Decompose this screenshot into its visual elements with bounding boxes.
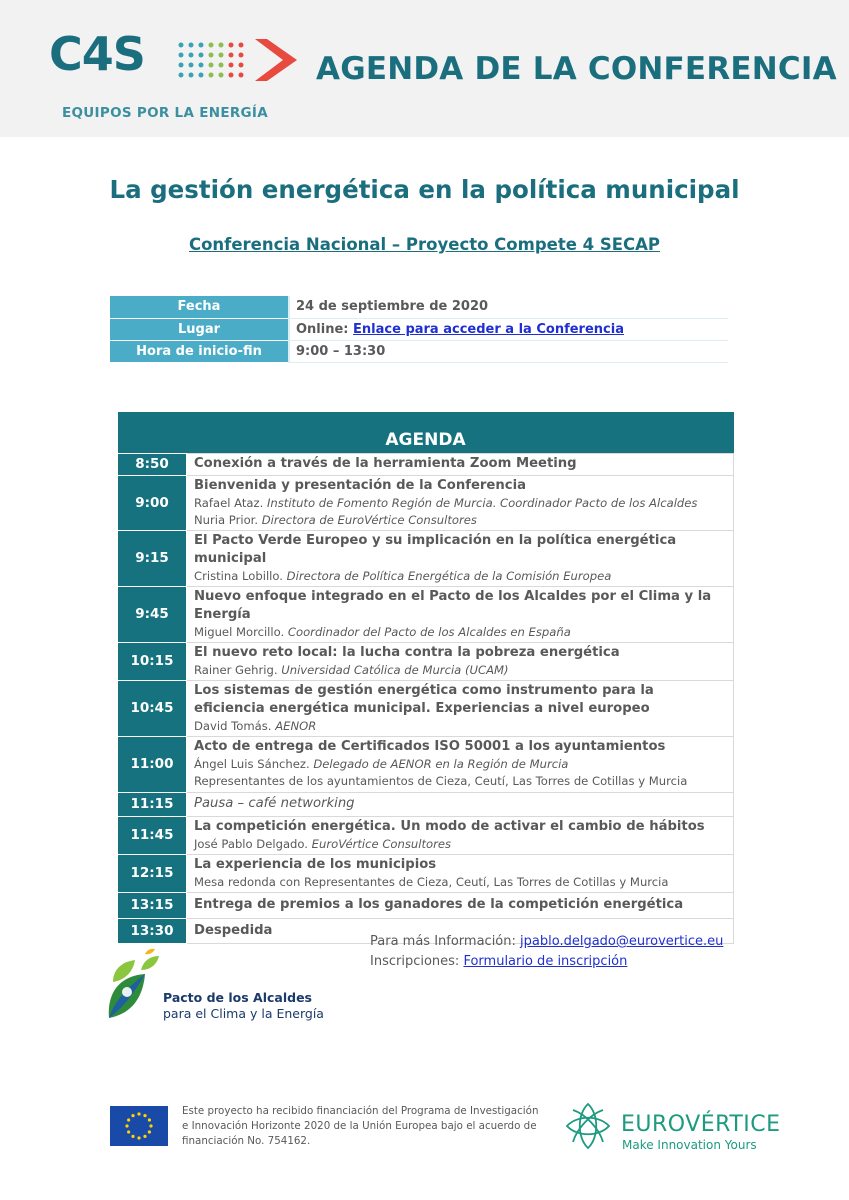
agenda-participants: Mesa redonda con Representantes de Cieza, Ceutí, Las Torres de Cotillas y Murcia — [194, 874, 669, 889]
speaker-role: Delegado de AENOR en la Región de Murcia — [313, 757, 569, 771]
agenda-speaker — [194, 624, 726, 641]
funding-notice: Este proyecto ha recibido financiación del Programa de Investigación e Innovación Horizonte 2020 de la Unión Europea bajo el acuerdo de financiación No. 754162. — [182, 1105, 539, 1147]
agenda-item-title: Los sistemas de gestión energética como instrumento para la eficiencia energética municipal. Experiencias a nivel europeo — [194, 682, 654, 716]
agenda-speaker — [194, 718, 726, 735]
agenda-item — [187, 453, 734, 475]
agenda-row — [118, 586, 734, 642]
conference-access-link[interactable]: Enlace para acceder a la Conferencia — [353, 321, 624, 337]
subtitle-text: Conferencia Nacional – Proyecto Compete 4 SECAP — [188, 235, 660, 254]
event-info-table — [110, 296, 728, 363]
speaker-name: Ángel Luis Sánchez. — [194, 757, 310, 771]
speaker-role: Instituto de Fomento Región de Murcia. Coordinador Pacto de los Alcaldes — [266, 495, 698, 510]
place-prefix: Online: — [296, 321, 349, 337]
eurovertice-tagline: Make Innovation Yours — [622, 1138, 757, 1152]
agenda-row — [118, 642, 734, 680]
header-band — [0, 0, 849, 137]
speaker-name: David Tomás. — [194, 718, 272, 733]
speaker-role: EuroVértice Consultores — [311, 836, 452, 851]
speaker-name: Nuria Prior. — [194, 512, 259, 527]
agenda-row — [118, 854, 734, 892]
agenda-item-title: Acto de entrega de Certificados ISO 50001 a los ayuntamientos — [194, 739, 666, 754]
agenda-item — [187, 892, 734, 918]
agenda-row — [118, 475, 734, 530]
contact-email-link[interactable]: jpablo.delgado@eurovertice.eu — [520, 934, 724, 949]
agenda-time: 11:00 — [118, 736, 187, 792]
agenda-time: 11:15 — [118, 792, 187, 816]
agenda-time: 8:50 — [118, 453, 187, 475]
agenda-item-title: El Pacto Verde Europeo y su implicación en la política energética municipal — [194, 532, 677, 566]
speaker-name: José Pablo Delgado. — [194, 836, 308, 851]
agenda-time: 9:45 — [118, 586, 187, 642]
speaker-name: Rainer Gehrig. — [194, 662, 278, 677]
signup-label: Inscripciones: — [370, 954, 460, 969]
page-header-title: AGENDA DE LA CONFERENCIA — [316, 51, 837, 87]
agenda-item — [187, 736, 734, 792]
agenda-item-title: Bienvenida y presentación de la Conferencia — [194, 477, 526, 493]
page-title: La gestión energética en la política municipal — [109, 175, 740, 204]
info-row-place — [110, 318, 728, 340]
c4s-logo — [45, 27, 301, 123]
agenda-speaker — [194, 662, 726, 679]
agenda-speaker — [194, 495, 726, 512]
speaker-role: Coordinador del Pacto de los Alcaldes en España — [287, 624, 571, 639]
agenda-time: 12:15 — [118, 854, 187, 892]
eurovertice-name: EUROVÉRTICE — [621, 1112, 781, 1137]
agenda-row — [118, 892, 734, 918]
agenda-speaker — [194, 756, 726, 773]
info-label: Para más Información: — [370, 934, 516, 949]
time-label: Hora de inicio-fin — [110, 340, 289, 362]
speaker-name: Cristina Lobillo. — [194, 568, 283, 583]
agenda-table — [117, 412, 734, 944]
agenda-speaker — [194, 512, 726, 529]
agenda-item — [187, 792, 734, 816]
agenda-time: 10:15 — [118, 642, 187, 680]
agenda-item — [187, 586, 734, 642]
agenda-item-title: El nuevo reto local: la lucha contra la pobreza energética — [194, 644, 620, 660]
agenda-item-title: Entrega de premios a los ganadores de la competición energética — [194, 897, 684, 912]
agenda-item — [187, 642, 734, 680]
contact-block — [370, 932, 723, 972]
agenda-time: 9:15 — [118, 530, 187, 586]
agenda-time: 13:30 — [118, 918, 187, 943]
signup-line — [370, 952, 723, 972]
agenda-item — [187, 854, 734, 892]
agenda-heading: AGENDA — [118, 412, 734, 453]
speaker-name: Miguel Morcillo. — [194, 624, 285, 639]
agenda-time: 9:00 — [118, 475, 187, 530]
place-value — [289, 318, 728, 340]
agenda-time: 10:45 — [118, 680, 187, 736]
covenant-line1: Pacto de los Alcaldes — [163, 990, 312, 1005]
agenda-speaker — [194, 568, 726, 585]
speaker-name: Rafael Ataz. — [194, 495, 264, 510]
info-row-date — [110, 296, 728, 318]
covenant-line2: para el Clima y la Energía — [163, 1006, 324, 1021]
c4s-logo-text: C4S — [49, 27, 145, 81]
agenda-item — [187, 680, 734, 736]
eurovertice-logo-icon — [565, 1102, 611, 1150]
agenda-row — [118, 453, 734, 475]
place-label: Lugar — [110, 318, 289, 340]
agenda-item-title: Nuevo enfoque integrado en el Pacto de los Alcaldes por el Clima y la Energía — [194, 588, 712, 622]
agenda-item — [187, 816, 734, 854]
agenda-item-title: La competición energética. Un modo de activar el cambio de hábitos — [194, 818, 705, 834]
info-row-time — [110, 340, 728, 362]
speaker-role: Directora de Política Energética de la Comisión Europea — [286, 568, 612, 583]
date-value: 24 de septiembre de 2020 — [289, 296, 728, 318]
agenda-participants: Representantes de los ayuntamientos de Cieza, Ceutí, Las Torres de Cotillas y Murcia — [194, 774, 688, 788]
agenda-row — [118, 530, 734, 586]
agenda-item-title: Conexión a través de la herramienta Zoom Meeting — [194, 456, 577, 471]
agenda-item-title: Pausa – café networking — [194, 796, 355, 811]
date-label: Fecha — [110, 296, 289, 318]
c4s-arrow-dots-icon — [175, 35, 303, 95]
agenda-item — [187, 475, 734, 530]
speaker-role: Universidad Católica de Murcia (UCAM) — [281, 662, 509, 677]
agenda-row — [118, 816, 734, 854]
agenda-time: 13:15 — [118, 892, 187, 918]
agenda-item-title: Despedida — [194, 922, 273, 938]
page-subtitle — [0, 235, 849, 254]
covenant-leaf-icon — [105, 948, 165, 1023]
agenda-item-title: La experiencia de los municipios — [194, 856, 437, 872]
time-value: 9:00 – 13:30 — [289, 340, 728, 362]
agenda-item — [187, 530, 734, 586]
eu-flag-icon — [110, 1106, 168, 1146]
agenda-time: 11:45 — [118, 816, 187, 854]
speaker-role: Directora de EuroVértice Consultores — [261, 512, 477, 527]
speaker-role: AENOR — [275, 718, 317, 733]
agenda-row — [118, 680, 734, 736]
agenda-speaker — [194, 836, 726, 853]
contact-info-line — [370, 932, 723, 952]
agenda-row — [118, 792, 734, 816]
covenant-of-mayors-logo — [105, 948, 345, 1028]
agenda-row — [118, 736, 734, 792]
signup-form-link[interactable]: Formulario de inscripción — [463, 954, 628, 969]
c4s-logo-subtitle: EQUIPOS POR LA ENERGÍA — [62, 105, 268, 121]
